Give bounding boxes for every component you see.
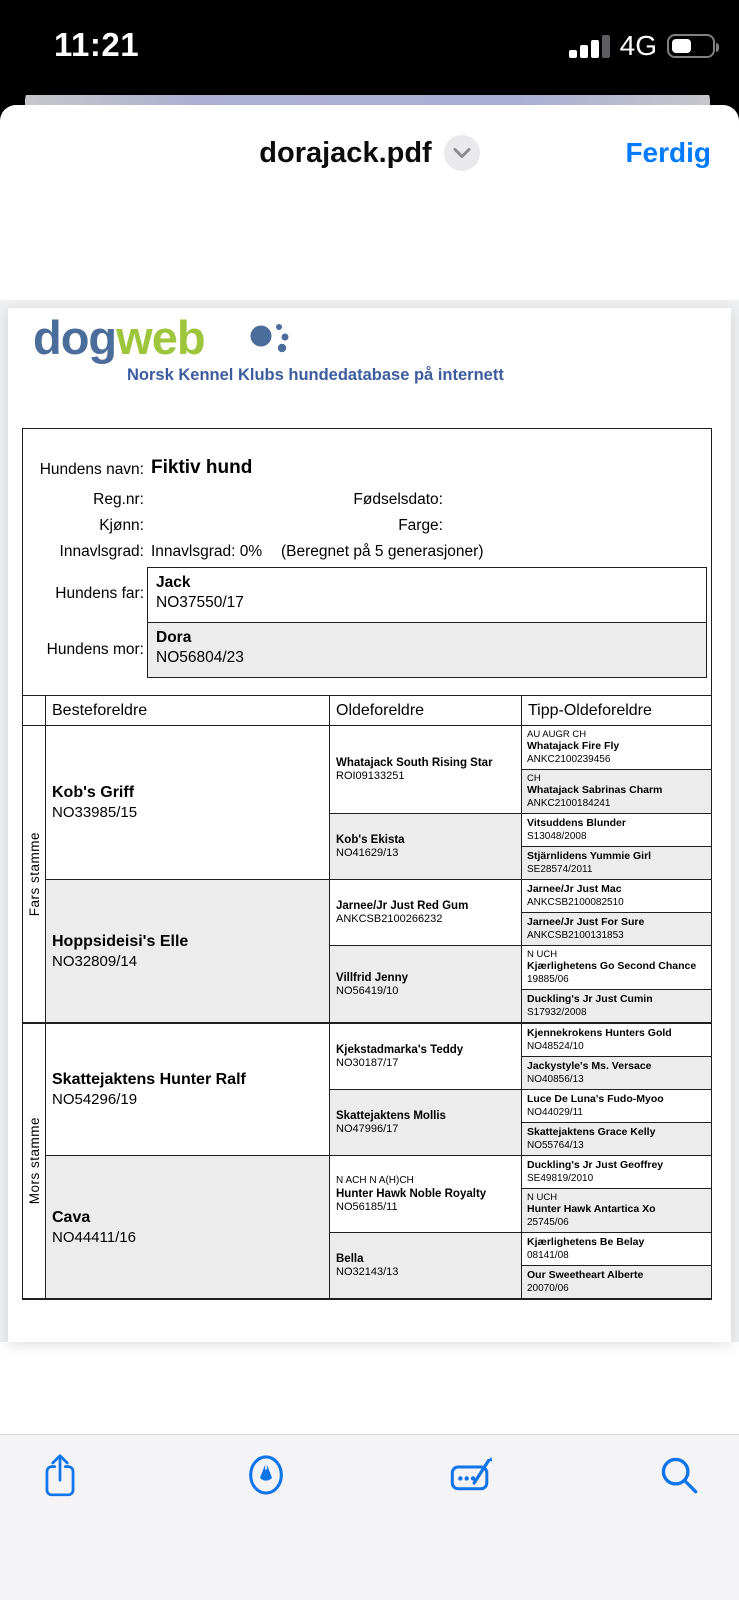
greatgrandparent-cell: Jarnee/Jr Just Red Gum ANKCSB2100266232 bbox=[330, 880, 522, 946]
signature-icon bbox=[450, 1454, 496, 1496]
greatgrandparent-cell: Bella NO32143/13 bbox=[330, 1233, 522, 1299]
search-icon bbox=[659, 1455, 699, 1495]
quicklook-sheet bbox=[0, 105, 739, 1600]
document-title: dorajack.pdf bbox=[259, 136, 432, 169]
greatgreatgrandparent-cell: Stjärnlidens Yummie Girl SE28574/2011 bbox=[522, 847, 711, 880]
cellular-signal-icon bbox=[569, 34, 610, 58]
greatgreatgrandparent-cell: AU AUGR CH Whatajack Fire Fly ANKC2100239456 bbox=[522, 726, 711, 770]
sheet-header bbox=[0, 135, 739, 185]
birthdate-label: Fødselsdato: bbox=[353, 491, 443, 508]
dog-info-section bbox=[23, 429, 711, 695]
greatgreatgrandparent-cell: Jarnee/Jr Just Mac ANKCSB2100082510 bbox=[522, 880, 711, 913]
inbreeding-label: Innavlsgrad: bbox=[59, 543, 144, 560]
share-button[interactable] bbox=[32, 1447, 88, 1503]
title-menu-button[interactable] bbox=[444, 135, 480, 171]
greatgreatgrandparent-cell: Kjennekrokens Hunters Gold NO48524/10 bbox=[522, 1023, 711, 1057]
column-header-grandparents: Besteforeldre bbox=[46, 696, 330, 726]
dogweb-logo bbox=[33, 310, 205, 365]
markup-button[interactable] bbox=[238, 1447, 294, 1503]
pedigree-header-spacer bbox=[23, 696, 46, 726]
status-bar bbox=[0, 0, 739, 95]
inbreeding-value: Innavlsgrad: 0% bbox=[151, 543, 263, 560]
grandparent-cell: Cava NO44411/16 bbox=[46, 1156, 330, 1299]
network-type: 4G bbox=[619, 30, 657, 61]
dam-reg: NO56804/23 bbox=[156, 649, 244, 666]
color-label: Farge: bbox=[398, 517, 443, 534]
search-button[interactable] bbox=[651, 1447, 707, 1503]
greatgreatgrandparent-cell: Skattejaktens Grace Kelly NO55764/13 bbox=[522, 1123, 711, 1156]
pedigree-document-box bbox=[22, 428, 712, 1300]
greatgrandparent-cell: Kjekstadmarka's Teddy NO30187/17 bbox=[330, 1023, 522, 1090]
column-header-greatgreatgrandparents: Tipp-Oldeforeldre bbox=[522, 696, 711, 726]
done-button[interactable]: Ferdig bbox=[625, 137, 711, 168]
sire-label: Hundens far: bbox=[55, 585, 144, 602]
chevron-down-icon bbox=[453, 147, 471, 159]
dam-name: Dora bbox=[156, 629, 192, 646]
name-label: Hundens navn: bbox=[39, 461, 144, 478]
regnr-label: Reg.nr: bbox=[93, 491, 144, 508]
signature-button[interactable] bbox=[445, 1447, 501, 1503]
logo-tagline: Norsk Kennel Klubs hundedatabase på internett bbox=[127, 366, 504, 384]
grandparent-cell: Skattejaktens Hunter Ralf NO54296/19 bbox=[46, 1023, 330, 1156]
greatgrandparent-cell: N ACH N A(H)CH Hunter Hawk Noble Royalty NO56185/11 bbox=[330, 1156, 522, 1233]
markup-icon bbox=[246, 1452, 286, 1498]
greatgreatgrandparent-cell: CH Whatajack Sabrinas Charm ANKC2100184241 bbox=[522, 770, 711, 814]
grandparent-cell: Kob's Griff NO33985/15 bbox=[46, 726, 330, 880]
greatgreatgrandparent-cell: Duckling's Jr Just Geoffrey SE49819/2010 bbox=[522, 1156, 711, 1189]
logo-part-dog: dog bbox=[33, 311, 117, 364]
dam-label: Hundens mor: bbox=[46, 641, 144, 658]
inbreeding-note: (Beregnet på 5 generasjoner) bbox=[281, 543, 484, 560]
greatgreatgrandparent-cell: Jarnee/Jr Just For Sure ANKCSB2100131853 bbox=[522, 913, 711, 946]
column-header-greatgrandparents: Oldeforeldre bbox=[330, 696, 522, 726]
sex-label: Kjønn: bbox=[99, 517, 144, 534]
greatgrandparent-cell: Kob's Ekista NO41629/13 bbox=[330, 814, 522, 880]
dam-box bbox=[147, 622, 707, 678]
greatgrandparent-cell: Skattejaktens Mollis NO47996/17 bbox=[330, 1090, 522, 1156]
clock: 11:21 bbox=[54, 26, 140, 63]
greatgreatgrandparent-cell: Jackystyle's Ms. Versace NO40856/13 bbox=[522, 1057, 711, 1090]
greatgrandparent-cell: Whatajack South Rising Star ROI09133251 bbox=[330, 726, 522, 814]
greatgrandparent-cell: Villfrid Jenny NO56419/10 bbox=[330, 946, 522, 1023]
pdf-page bbox=[8, 308, 731, 1342]
logo-part-web: web bbox=[116, 311, 205, 364]
greatgreatgrandparent-cell: Kjærlighetens Be Belay 08141/08 bbox=[522, 1233, 711, 1266]
paw-print-icon bbox=[248, 320, 296, 364]
sire-name: Jack bbox=[156, 574, 191, 591]
share-icon bbox=[41, 1451, 79, 1499]
sire-reg: NO37550/17 bbox=[156, 594, 244, 611]
greatgreatgrandparent-cell: Our Sweetheart Alberte 20070/06 bbox=[522, 1266, 711, 1299]
greatgreatgrandparent-cell: N UCH Kjærlighetens Go Second Chance 19885/06 bbox=[522, 946, 711, 990]
sire-line-label: Fars stamme bbox=[23, 726, 46, 1023]
pedigree-table bbox=[23, 695, 711, 1299]
greatgreatgrandparent-cell: N UCH Hunter Hawk Antartica Xo 25745/06 bbox=[522, 1189, 711, 1233]
greatgreatgrandparent-cell: Vitsuddens Blunder S13048/2008 bbox=[522, 814, 711, 847]
greatgreatgrandparent-cell: Duckling's Jr Just Cumin S17932/2008 bbox=[522, 990, 711, 1023]
greatgreatgrandparent-cell: Luce De Luna's Fudo-Myoo NO44029/11 bbox=[522, 1090, 711, 1123]
grandparent-cell: Hoppsideisi's Elle NO32809/14 bbox=[46, 880, 330, 1023]
dam-line-label: Mors stamme bbox=[23, 1023, 46, 1299]
battery-icon bbox=[667, 34, 715, 58]
pdf-toolbar bbox=[0, 1434, 739, 1600]
sire-box bbox=[147, 567, 707, 623]
dog-name-value: Fiktiv hund bbox=[151, 457, 253, 478]
